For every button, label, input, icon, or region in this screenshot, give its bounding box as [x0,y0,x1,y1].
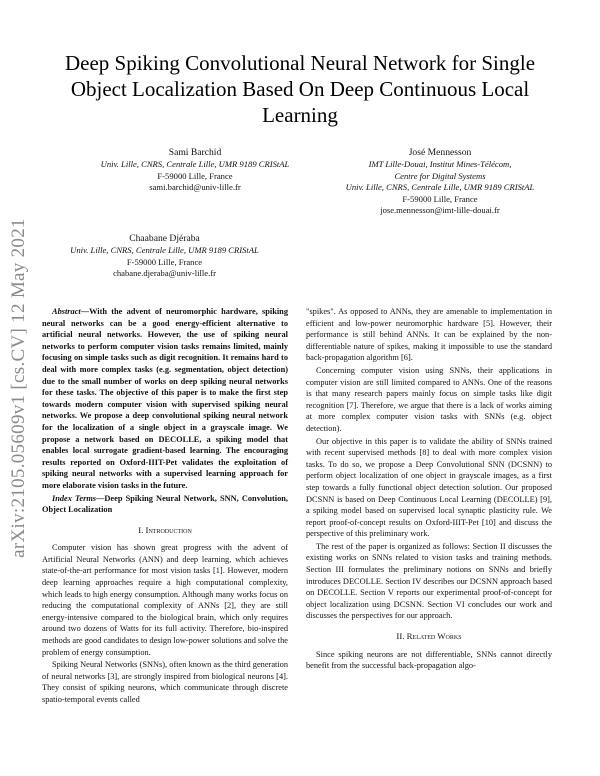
author-name: Sami Barchid [168,147,222,158]
author-city: F-59000 Lille, France [157,170,233,181]
index-terms [42,493,288,516]
paragraph: Concerning computer vision using SNNs, their applications in computer vision are still limited compared to ANNs. One of the reasons is that many research papers mainly focus on simple tasks like digit recognition [7]. Therefore, we argue that there is a lack of works aiming at more complex computer vision tasks with SNNs (e.g. object detection). [306,365,552,433]
index-terms-text: Deep Spiking Neural Network, SNN, Convolution, Object Localization [42,493,288,515]
paper-title: Deep Spiking Convolutional Neural Network for Single Object Localization Based On Deep Continuous Local Learning [64,51,536,127]
paragraph: The rest of the paper is organized as follows: Section II discusses the existing works on SNNs related to vision tasks and training methods. Section III formulates the preliminary notions on SNNs and briefly introduces DECOLLE. Section IV describes our DCSNN approach based on DECOLLE. Section V reports our experimental proof-of-concept for object localization using DCSNN. Section VI concludes our work and discusses the perspectives for our approach. [306,541,552,621]
index-terms-label: Index Terms— [52,493,105,503]
right-column [306,306,552,672]
section-heading-related-works: II. Related Works [396,631,462,642]
author-city: F-59000 Lille, France [402,193,478,204]
section-heading-introduction: I. Introduction [138,524,192,535]
author-email: chabane.djeraba@univ-lille.fr [113,268,216,278]
paragraph: Computer vision has shown great progress with the advent of Artificial Neural Networks (ANN) and deep learning, which achieves state-of-the-art performance for most vision tasks [1]. However, modern deep learning approaches require a high computational complexity, which leads to high energy consumption. Although many works focus on reducing the computational complexity of ANNs [2], they are still energy-intensive compared to the biological brain, which only requires around two dozens of Watts for its full activity. Therefore, bio-inspired methods are good candidates to design low-power solutions and solve the problem of energy consumption. [42,543,288,657]
abstract [42,306,288,492]
left-column [42,306,288,706]
author-block-djeraba [42,232,287,280]
paragraph: "spikes". As opposed to ANNs, they are amenable to implementation in efficient and low-power neuromorphic hardware [5]. However, their performance is still behind ANNs. It can be explained by the non-differentiable nature of spikes, making it impossible to use the standard back-propagation algorithm [6]. [306,307,552,363]
author-email: jose.mennesson@imt-lille-douai.fr [380,205,500,215]
author-city: F-59000 Lille, France [126,256,203,267]
paragraph: Spiking Neural Networks (SNNs), often known as the third generation of neural networks [3], are strongly inspired from biological neurons [4]. They consist of spiking neurons, which communicate through discrete spatio-temporal events called [42,660,288,704]
abstract-text: With the advent of neuromorphic hardware, spiking neural networks can be a good energy-efficient alternative to artificial neural networks. However, the use of spiking neural networks to perform computer vision tasks remains limited, mainly focusing on simple tasks such as digit recognition. It remains hard to deal with more complex tasks (e.g. segmentation, object detection) due to the small number of works on deep spiking neural networks for these tasks. The objective of this paper is to make the first step towards modern computer vision with supervised spiking neural networks. We propose a deep convolutional spiking neural network for the localization of a single object in a grayscale image. We propose a network based on DECOLLE, a spiking model that enables local surrogate gradient-based learning. The encouraging results reported on Oxford-IIIT-Pet validates the exploitation of spiking neural networks with a supervised learning approach for more elaborate vision tasks in the future. [42,307,288,490]
paragraph: Since spiking neurons are not differentiable, SNNs cannot directly benefit from the successful back-propagation algo- [306,649,552,671]
author-affiliation: Centre for Digital Systems [394,170,486,181]
author-name: Chaabane Djéraba [129,233,200,244]
author-block-barchid [70,146,320,194]
author-email: sami.barchid@univ-lille.fr [149,182,241,192]
author-affiliation: Univ. Lille, CNRS, Centrale Lille, UMR 9189 CRIStAL [100,159,290,169]
abstract-label: Abstract— [52,307,90,316]
author-affiliation: Univ. Lille, CNRS, Centrale Lille, UMR 9189 CRIStAL [345,182,535,192]
author-affiliation: IMT Lille-Douai, Institut Mines-Télécom, [368,159,512,169]
arxiv-identifier [4,200,34,575]
paragraph: Our objective in this paper is to validate the ability of SNNs trained with recent supervised methods [8] to deal with more complex vision tasks. To do so, we propose a Deep Convolutional SNN (DCSNN) to perform object localization of one object in grayscale images, as a first step towards a fully functional object detection solution. Our proposed DCSNN is based on Deep Continuous Local Learning (DECOLLE) [9], a spiking model based on supervised local synaptic plasticity rule. We report proof-of-concept results on Oxford-IIIT-Pet [10] and discuss the perspective of this preliminary work. [306,436,552,539]
author-name: José Mennesson [408,147,472,158]
author-affiliation: Univ. Lille, CNRS, Centrale Lille, UMR 9189 CRIStAL [70,245,259,255]
author-block-mennesson [315,146,565,217]
arxiv-id-text: arXiv:2105.05609v1 [cs.CV] 12 May 2021 [8,217,29,558]
